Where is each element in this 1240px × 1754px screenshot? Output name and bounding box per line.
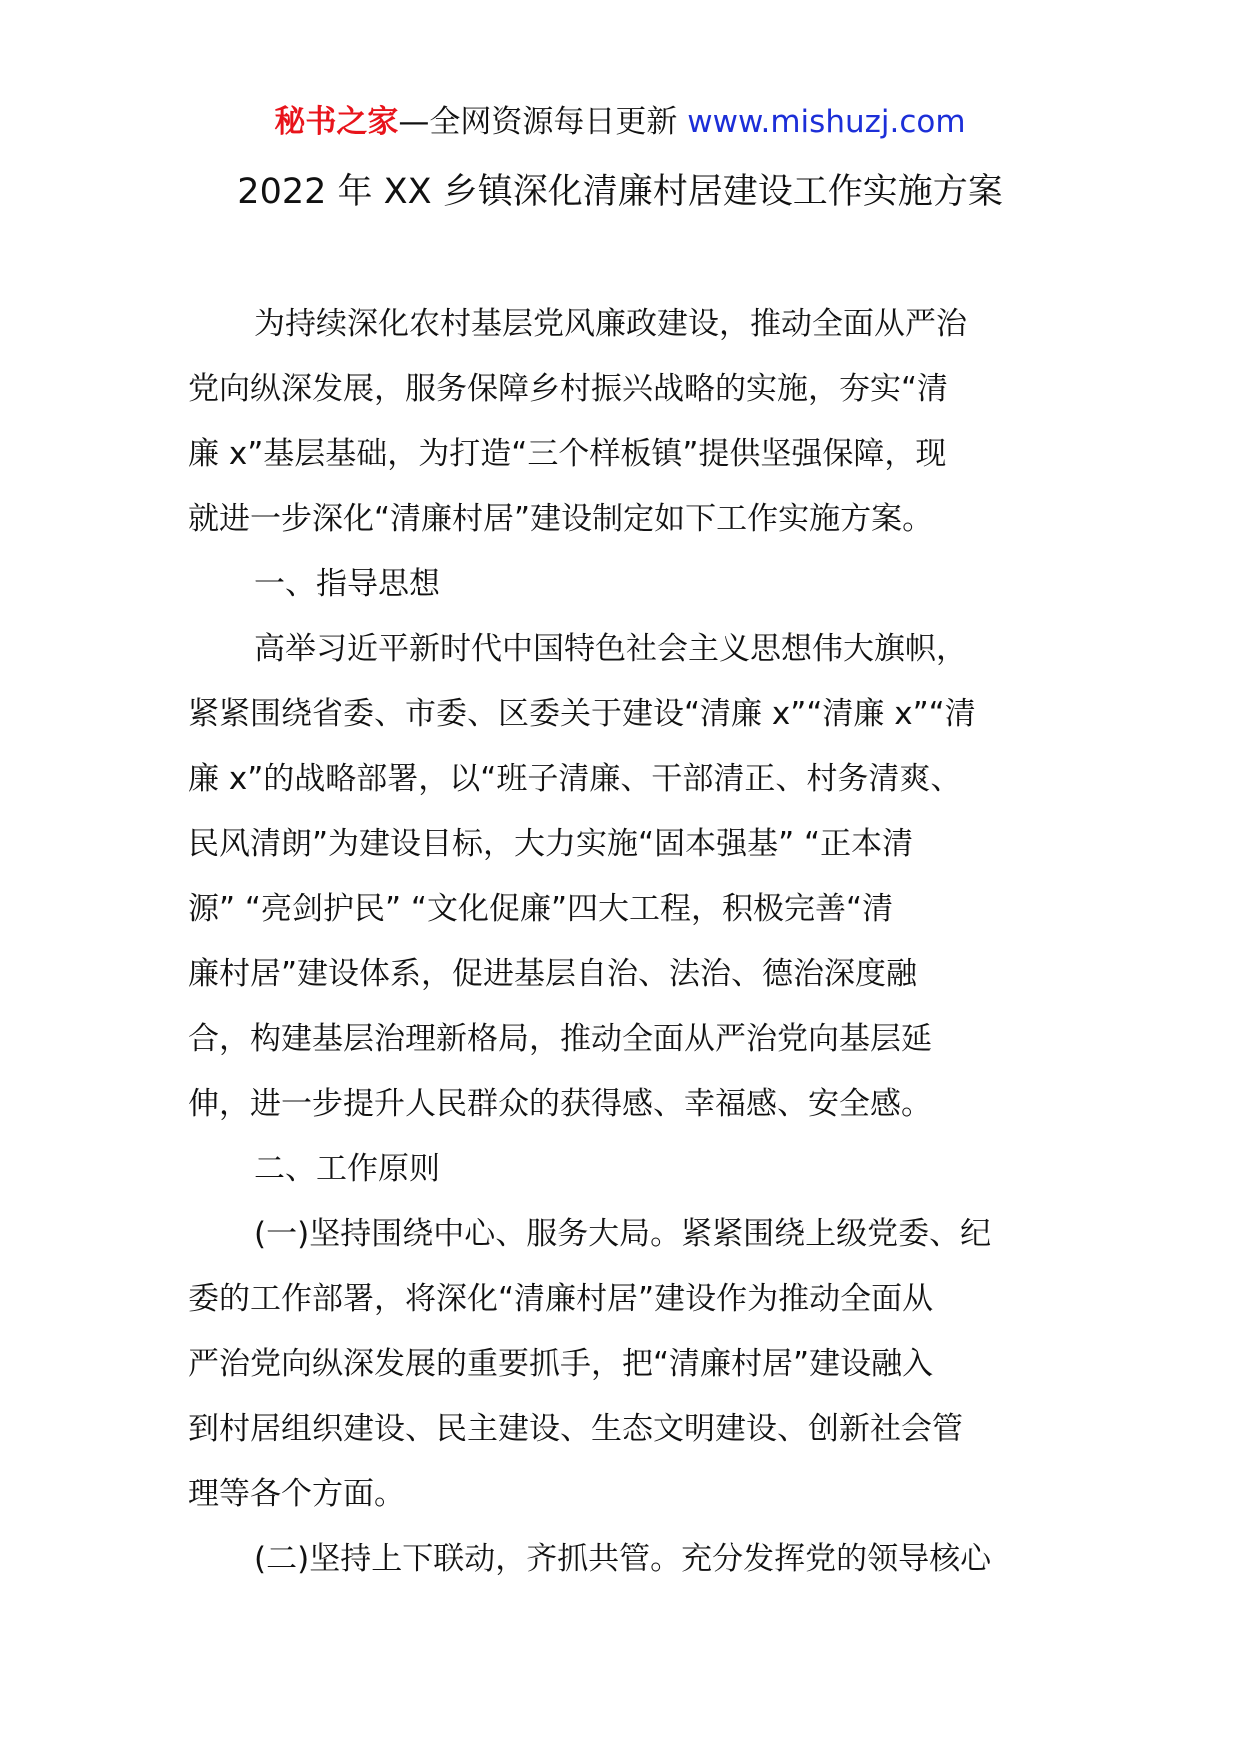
document-body — [188, 292, 1068, 1592]
paragraph-line: 伸，进一步提升人民群众的获得感、幸福感、安全感。 — [188, 1086, 932, 1122]
paragraph-line: 源” “亮剑护民” “文化促廉”四大工程，积极完善“清 — [188, 891, 894, 927]
paragraph-line: 廉村居”建设体系，促进基层自治、法治、德治深度融 — [188, 956, 918, 992]
paragraph-line: 为持续深化农村基层党风廉政建设，推动全面从严治 — [254, 306, 967, 342]
document-title: 2022 年 XX 乡镇深化清廉村居建设工作实施方案 — [237, 172, 1003, 212]
site-url-link[interactable]: www.mishuzj.com — [687, 104, 966, 140]
brand-name: 秘书之家 — [274, 104, 399, 140]
paragraph-line: 到村居组织建设、民主建设、生态文明建设、创新社会管 — [188, 1411, 963, 1447]
paragraph-line: (二)坚持上下联动，齐抓共管。充分发挥党的领导核心 — [254, 1541, 992, 1577]
section-heading: 一、指导思想 — [254, 566, 440, 602]
paragraph-line: 廉 x”基层基础，为打造“三个样板镇”提供坚强保障，现 — [188, 436, 947, 472]
paragraph-line: 就进一步深化“清廉村居”建设制定如下工作实施方案。 — [188, 501, 934, 537]
paragraph-line: 廉 x”的战略部署，以“班子清廉、干部清正、村务清爽、 — [188, 761, 962, 797]
header-tagline: —全网资源每日更新 — [398, 104, 688, 140]
paragraph-line: 党向纵深发展，服务保障乡村振兴战略的实施，夯实“清 — [188, 371, 949, 407]
paragraph-line: 严治党向纵深发展的重要抓手，把“清廉村居”建设融入 — [188, 1346, 934, 1382]
paragraph-line: 高举习近平新时代中国特色社会主义思想伟大旗帜， — [254, 631, 967, 667]
paragraph-line: 民风清朗”为建设目标，大力实施“固本强基” “正本清 — [188, 826, 914, 862]
paragraph-line: 合，构建基层治理新格局，推动全面从严治党向基层延 — [188, 1021, 932, 1057]
section-heading: 二、工作原则 — [254, 1151, 440, 1187]
paragraph-line: 紧紧围绕省委、市委、区委关于建设“清廉 x”“清廉 x”“清 — [188, 696, 976, 732]
paragraph-line: (一)坚持围绕中心、服务大局。紧紧围绕上级党委、纪 — [254, 1216, 992, 1252]
paragraph-line: 委的工作部署，将深化“清廉村居”建设作为推动全面从 — [188, 1281, 934, 1317]
site-header — [0, 100, 1240, 144]
paragraph-line: 理等各个方面。 — [188, 1476, 405, 1512]
